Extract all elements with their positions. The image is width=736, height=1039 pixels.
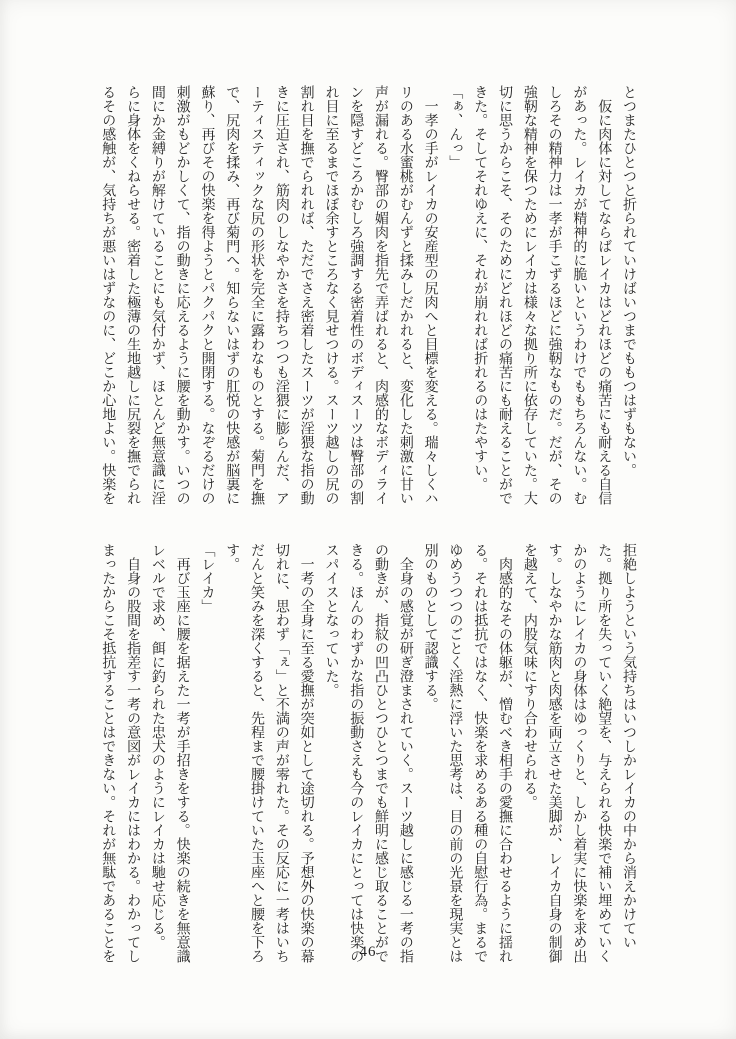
dialogue-line: 「ぁ、んっ」 [447, 85, 463, 169]
paragraph: 一孝の手がレイカの安産型の尻肉へと目標を変える。瑞々しくハリのある水蜜桃がむんずと揉みしだかれると、変化した刺激に甘い声が漏れる。臀部の媚肉を指先で弄ばれると、肉感的なボディラインを隠すどころかむしろ強調する密着性のボディスーツは臀部の割れ目に至るまでほぼ余すところなく見せつける。スーツ越しの尻の割れ目を撫でられれば、ただでさえ密着したスーツが淫猥な指の動きに圧迫され、筋肉のしなやかさを持ちつつも淫猥に膨らんだ、アーティスティックな尻の形状を完全に露わなものとする。菊門を撫で、尻肉を揉み、再び菊門へ。知らないはずの肛悦の快感が脳裏に蘇り、再びその快楽を得ようとパクパクと開閉する。なぞるだけの刺激がもどかしくて、指の動きに応えるように腰を動かす。いつの間にか金縛りが解けていることにも気付かず、ほとんど無意識に淫らに身体をくねらせる。密着した極薄の生地越しに尻裂を撫でられるその感触が、気持ちが悪いはずなのに、どこか心地よい。快楽を [100, 85, 438, 505]
page-number: 46 [359, 944, 377, 960]
paragraph: 自身の股間を指差す一考の意図がレイカにはわかる。わかってしまったからこそ抵抗することはできない。それが無駄であることを [100, 543, 141, 963]
paragraph: とつまたひとつと折られていけばいつまでももつはずもない。 [621, 85, 636, 477]
lower-text-block [94, 543, 640, 965]
paragraph: 再び玉座に腰を据えた一考が手招きをする。快楽の続きを無意識レベルで求め、餌に釣られた忠犬のようにレイカは馳せ応じる。 [149, 543, 190, 963]
paragraph: 仮に肉体に対してならばレイカはどれほどの痛苦にも耐える自信があった。レイカが精神的に脆いというわけでももちろんない。むしろその精神力は一孝が手こずるほどに強靭なものだ。だが、その強靭な精神を保つためにレイカは様々な拠り所に依存していた。大切に思うからこそ、そのためにどれほどの痛苦にも耐えることができた。そしてそれゆえに、それが崩れれば折れるのはたやすい。 [472, 85, 612, 505]
paragraph: 一考の全身に至る愛撫が突如として途切れる。予想外の快楽の幕切れに、思わず「ぇ」と不満の声が零れた。その反応に一考はいちだんと笑みを深くすると、先程まで腰掛けていた玉座へと腰を下ろす。 [224, 543, 314, 963]
upper-text-block [94, 85, 640, 507]
paragraph: 肉感的なその体躯が、憎むべき相手の愛撫に合わせるように揺れる。それは抵抗ではなく、快楽を求めるある種の自慰行為。まるでゆめうつつのごとく淫熱に浮いた思考は、目の前の光景を現実とは別のものとして認識する。 [422, 543, 513, 963]
paragraph: 全身の感覚が研ぎ澄まされていく。スーツ越しに感じる一考の指の動きが、指紋の凹凸ひとつひとつまでも鮮明に感じ取ることができる。ほんのわずかな指の振動さえも今のレイカにとっては快楽のスパイスとなっていた。 [323, 543, 413, 963]
dialogue-line: 「レイカ」 [199, 543, 215, 613]
paragraph: 拒絶しようという気持ちはいつしかレイカの中から消えかけていた。拠り所を失っていく絶望を、与えられる快楽で補い埋めていくかのようにレイカの身体はゆっくりと、しかし着実に快楽を求め出す。しなやかな筋肉と肉感を両立させた美脚が、レイカ自身の制御を越えて、内股気味にすり合わせられる。 [521, 543, 636, 963]
